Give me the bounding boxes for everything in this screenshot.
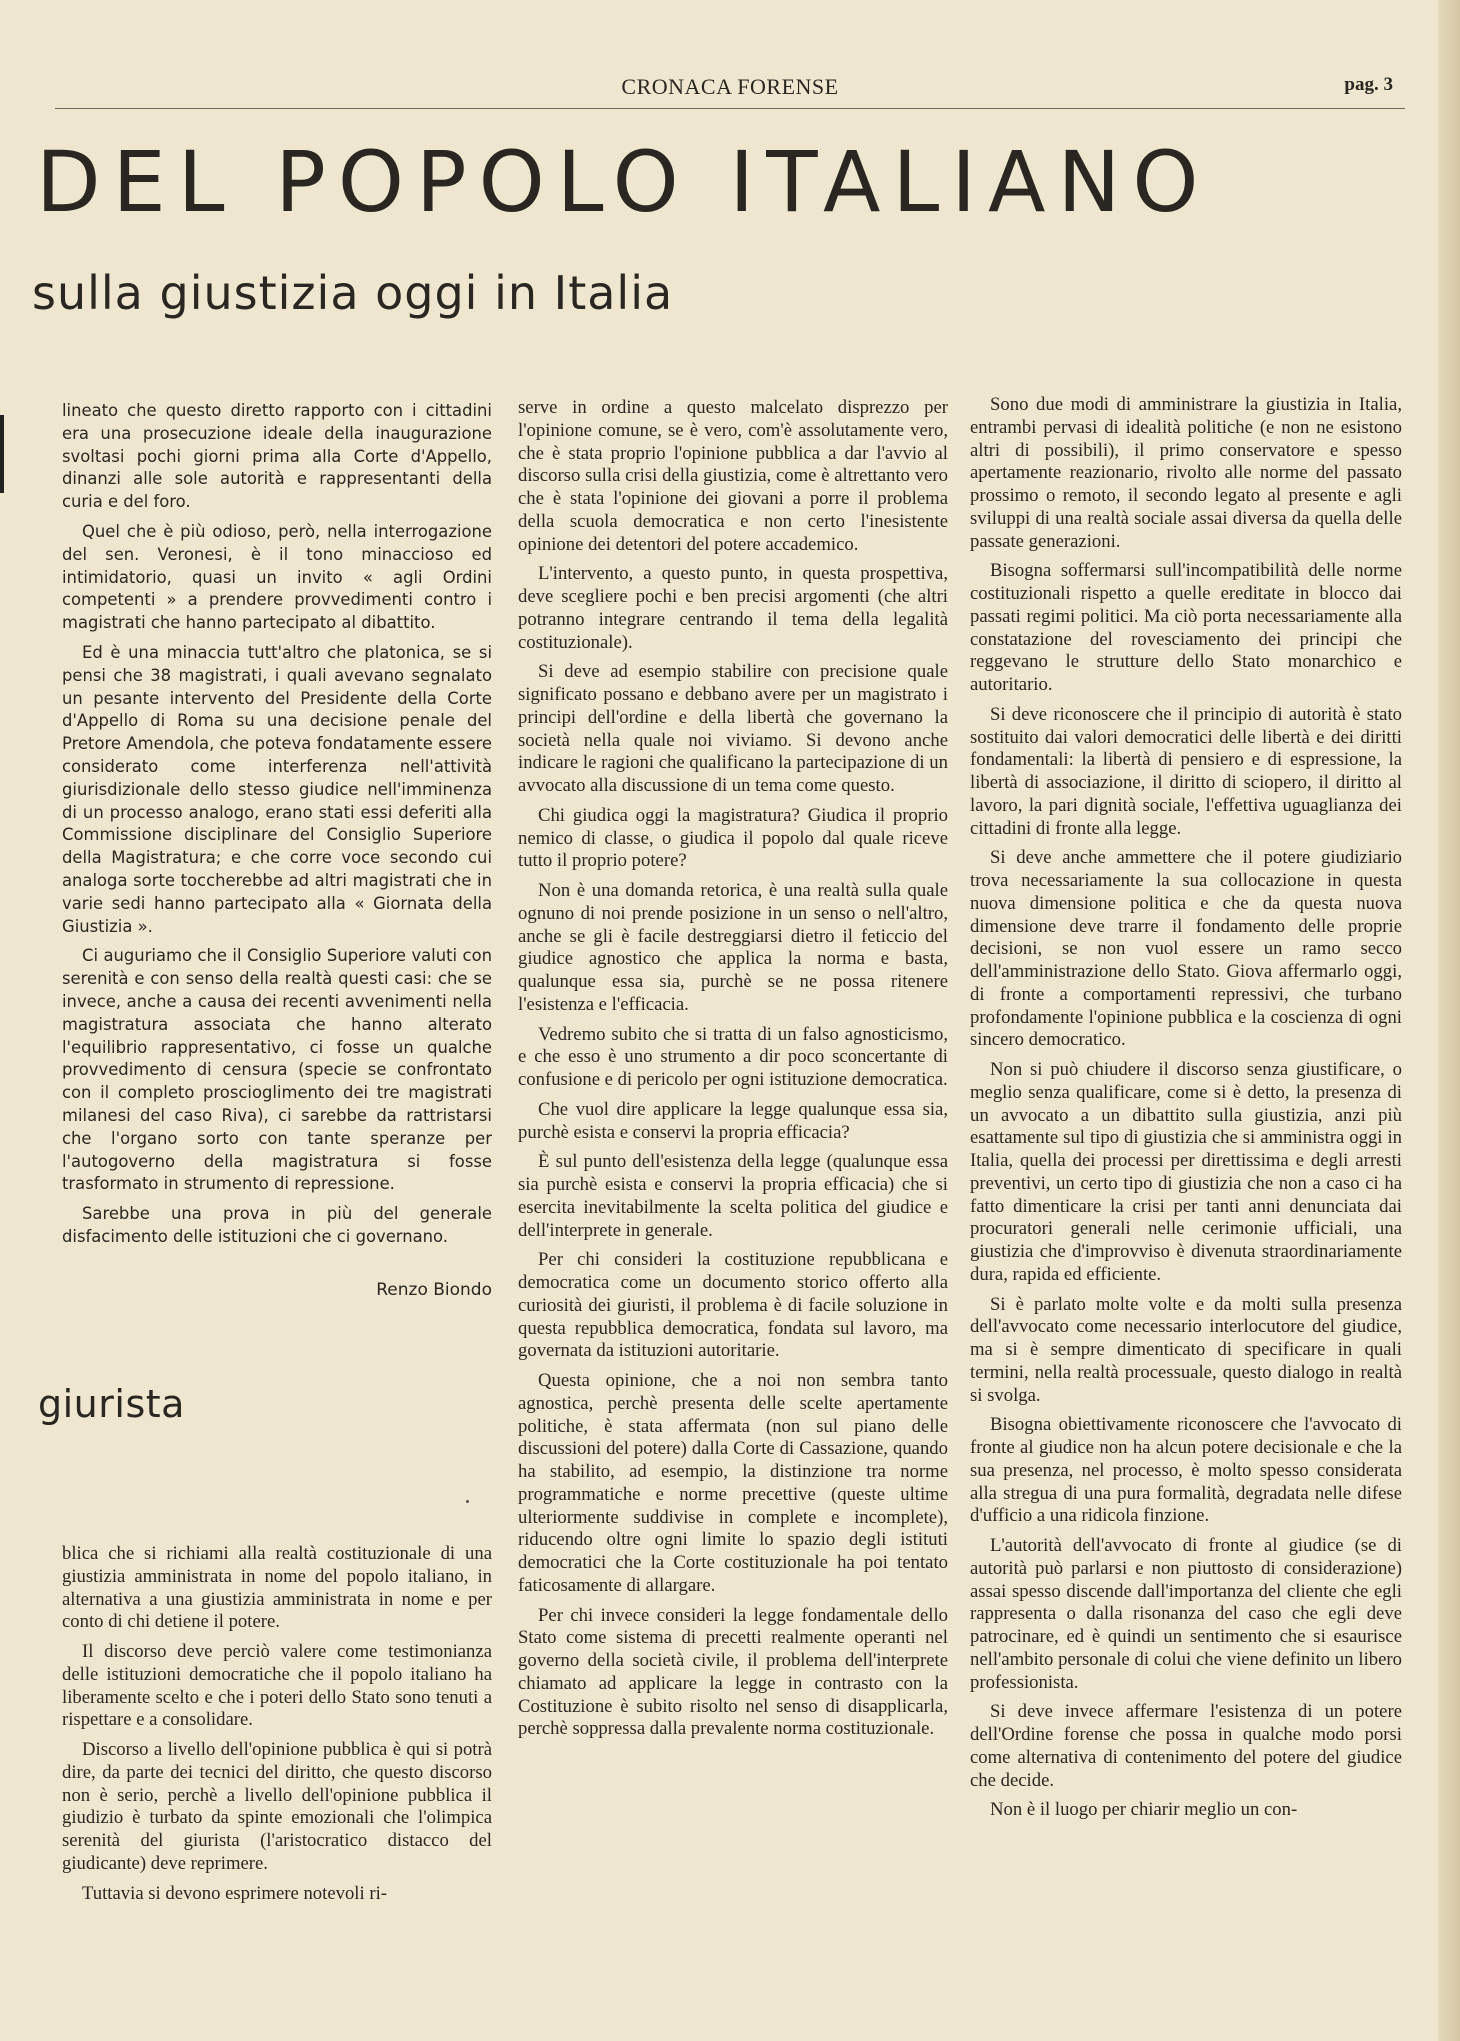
paragraph: Questa opinione, che a noi non sembra tanto agnostica, perchè presenta delle scelte apertamente politiche, è stata affermata (non sul piano delle discussioni del potere) dalla Corte di Cassazione, quando ha stabilito, ad esempio, la distinzione tra norme programmatiche e norme precettive (queste ultime ulteriormente suddivise in complete e incomplete), riducendo oltre ogni limite lo spazio degli istituti democratici che la Corte costituzionale ha poi tentato faticosamente di allargare. (518, 1370, 948, 1596)
paragraph: Vedremo subito che si tratta di un falso agnosticismo, e che esso è uno strumento a dir poco sconcertante di confusione e di pericolo per ogni istituzione democratica. (518, 1023, 948, 1090)
page-edge (1438, 0, 1460, 2041)
margin-mark (0, 415, 4, 493)
paragraph: Si è parlato molte volte e da molti sulla presenza dell'avvocato come necessario interlocutore del giudice, ma si è sempre dimenticato di specificare in quali termini, nella realtà processuale, questo dialogo in realtà si svolga. (970, 1293, 1402, 1406)
paragraph: Non è una domanda retorica, è una realtà sulla quale ognuno di noi prende posizione in un senso o nell'altro, anche se gli è facile destreggiarsi dietro il feticcio del giudice agnostico che applica la norma e basta, qualunque essa sia, purchè se ne possa ritenere l'esistenza e l'efficacia. (518, 880, 948, 1015)
paragraph: L'intervento, a questo punto, in questa prospettiva, deve scegliere pochi e ben precisi argomenti (che altri potranno integrare centrando il tema della legalità costituzionale). (518, 563, 948, 653)
paragraph: Si deve invece affermare l'esistenza di un potere dell'Ordine forense che possa in qualche modo porsi come alternativa di contenimento del potere del giudice che decide. (970, 1701, 1402, 1791)
headline: DEL POPOLO ITALIANO (36, 133, 1211, 231)
paragraph: Il discorso deve perciò valere come testimonianza delle istituzioni democratiche che il popolo italiano ha liberamente scelto e che i poteri dello Stato sono tenuti a rispettare e a consolidare. (62, 1641, 492, 1731)
left-bottom-column-text (62, 1543, 492, 1943)
paragraph: Si deve riconoscere che il principio di autorità è stato sostituito dai valori democratici delle libertà e dei diritti fondamentali: la libertà di pensiero e di espressione, la libertà di associazione, il diritto di sciopero, il diritto al lavoro, la pari dignità sociale, l'effettiva uguaglianza dei cittadini di fronte alla legge. (970, 703, 1402, 839)
subheadline: sulla giustizia oggi in Italia (32, 266, 674, 320)
paragraph: Si deve anche ammettere che il potere giudiziario trova necessariamente la sua collocazione in questa nuova dimensione politica e che da questa nuova dimensione deve trarre il fondamento delle proprie decisioni, se non vuol essere un ramo secco dell'amministrazione dello Stato. Giova affermarlo oggi, di fronte a comportamenti repressivi, che turbano profondamente l'opinione pubblica e la coscienza di ogni sincero democratico. (970, 847, 1402, 1051)
paragraph: Ed è una minaccia tutt'altro che platonica, se si pensi che 38 magistrati, i quali avevano segnalato un pesante intervento del Presidente della Corte d'Appello di Roma su una decisione penale del Pretore Amendola, che poteva fondatamente essere considerato come interferenza nell'attività giurisdizionale dello stesso giudice nell'imminenza di un processo analogo, erano stati essi deferiti alla Commissione disciplinare del Consiglio Superiore della Magistratura; e che corre voce secondo cui analoga sorte toccherebbe ad altri magistrati che in varie sedi hanno partecipato alla « Giornata della Giustizia ». (62, 642, 492, 936)
paragraph: Per chi consideri la costituzione repubblicana e democratica come un documento storico offerto alla curiosità dei giuristi, il problema è di facile soluzione in questa repubblica democratica, fondata sul lavoro, ma governata da istituzioni autoritarie. (518, 1249, 948, 1362)
paragraph: Bisogna soffermarsi sull'incompatibilità delle norme costituzionali rispetto a quelle ereditate in blocco dai passati regimi politici. Ma ciò porta necessariamente alla constatazione del rovesciamento dei principi che reggevano le strutture dello Stato monarchico e autoritario. (970, 560, 1402, 695)
paragraph: L'autorità dell'avvocato di fronte al giudice (se di autorità può parlarsi e non piuttosto di considerazione) assai spesso discende dall'importanza del cliente che egli rappresenta o dalla risonanza del caso che egli deve patrocinare, ed è quindi un sentimento che si esaurisce nell'ambito personale di colui che viene definito un libero professionista. (970, 1535, 1402, 1693)
paragraph: Che vuol dire applicare la legge qualunque essa sia, purchè esista e conservi la propria efficacia? (518, 1098, 948, 1143)
paragraph: serve in ordine a questo malcelato disprezzo per l'opinione comune, se è vero, com'è assolutamente vero, che è stata proprio l'opinione pubblica a dar l'avvio al discorso sulla crisi della giustizia, come è altrettanto vero che è stata l'opinione dei giovani a porre il problema della scuola democratica e non certo l'inesistente opinione dei detentori del potere accademico. (518, 397, 948, 555)
paragraph: Bisogna obiettivamente riconoscere che l'avvocato di fronte al giudice non ha alcun potere decisionale e che la sua presenza, nel processo, è molto spesso considerata alla stregua di una pura formalità, degradata nelle difese d'ufficio a una ridicola finzione. (970, 1414, 1402, 1527)
paragraph: Quel che è più odioso, però, nella interrogazione del sen. Veronesi, è il tono minaccioso ed intimidatorio, quasi un invito « agli Ordini competenti » a prendere provvedimenti contro i magistrati che hanno partecipato al dibattito. (62, 521, 492, 633)
page-number: pag. 3 (1344, 74, 1393, 95)
paragraph: Sono due modi di amministrare la giustizia in Italia, entrambi pervasi di idealità politiche (e non ne esistono altri di possibili), il primo conservatore e spesso apertamente reazionario, rivolto alle norme del passato prossimo o remoto, il secondo legato al presente e agli sviluppi di una realtà sociale assai diversa da quella delle passate generazioni. (970, 394, 1402, 552)
paragraph: Discorso a livello dell'opinione pubblica è qui si potrà dire, da parte dei tecnici del diritto, che questo discorso non è serio, perchè a livello dell'opinione pubblica il giudizio è turbato da spinte emozionali che l'olimpica serenità del giurista (l'aristocratico distacco del giudicante) deve reprimere. (62, 1739, 492, 1874)
paragraph: Ci auguriamo che il Consiglio Superiore valuti con serenità e con senso della realtà questi casi: che se invece, anche a causa dei recenti avvenimenti nella magistratura associata che hanno alterato l'equilibrio rappresentativo, ci fosse un qualche provvedimento di censura (specie se confrontato con il completo proscioglimento dei tre magistrati milanesi del caso Riva), ci sarebbe da rattristarsi che l'organo sorto con tante speranze per l'autogoverno della magistratura si fosse trasformato in strumento di repressione. (62, 946, 492, 1194)
paragraph: Tuttavia si devono esprimere notevoli ri- (82, 1882, 388, 1904)
middle-column-text (518, 397, 948, 1947)
print-speck (466, 1500, 469, 1503)
left-column-text (62, 400, 492, 1260)
paragraph: Sarebbe una prova in più del generale disfacimento delle istituzioni che ci governano. (62, 1204, 492, 1246)
paragraph: Per chi invece consideri la legge fondamentale dello Stato come sistema di precetti realmente operanti nel governo della società civile, il problema dell'interprete chiamato ad applicare la legge in contrasto con la Costituzione è subito risolto nel senso di disapplicarla, perchè soppressa dalla prevalente norma costituzionale. (518, 1604, 948, 1740)
section-heading: giurista (38, 1382, 185, 1426)
paragraph: blica che si richiami alla realtà costituzionale di una giustizia amministrata in nome del popolo italiano, in alternativa a una giustizia amministrata in nome e per conto di chi detiene il potere. (62, 1543, 492, 1633)
paragraph: Non si può chiudere il discorso senza giustificare, o meglio senza qualificare, come si è detto, la presenza di un avvocato a un dibattito sulla giustizia, anzi più esattamente sul tipo di giustizia che si amministra oggi in Italia, quella dei processi per direttissima e degli arresti preventivi, un certo tipo di giustizia che non a caso ci ha fatto dimenticare la crisi per tanti anni denunciata dai procuratori generali nelle cerimonie ufficiali, una giustizia che d'improvviso è divenuta straordinariamente dura, rapida ed efficiente. (970, 1059, 1402, 1285)
paragraph: Non è il luogo per chiarir meglio un con- (990, 1799, 1298, 1821)
author-signature: Renzo Biondo (376, 1280, 492, 1300)
publication-name: CRONACA FORENSE (621, 74, 839, 99)
paragraph: Chi giudica oggi la magistratura? Giudica il proprio nemico di classe, o giudica il popolo dal quale riceve tutto il proprio potere? (518, 804, 948, 872)
running-header (55, 72, 1405, 109)
right-column-text (970, 394, 1402, 1954)
paragraph: È sul punto dell'esistenza della legge (qualunque essa sia purchè esista e conservi la propria efficacia) che si esercita inevitabilmente la scelta politica del giudice e dell'interprete in generale. (518, 1151, 948, 1241)
paragraph: lineato che questo diretto rapporto con i cittadini era una prosecuzione ideale della inaugurazione svoltasi pochi giorni prima alla Corte d'Appello, dinanzi alle sole autorità e rappresentanti della curia e del foro. (62, 401, 492, 512)
paragraph: Si deve ad esempio stabilire con precisione quale significato possano e debbano avere per un magistrato i principi dell'ordine e della libertà che governano la società nella quale noi viviamo. Si devono anche indicare le ragioni che qualificano la partecipazione di un avvocato alla discussione di un tema come questo. (518, 661, 948, 796)
